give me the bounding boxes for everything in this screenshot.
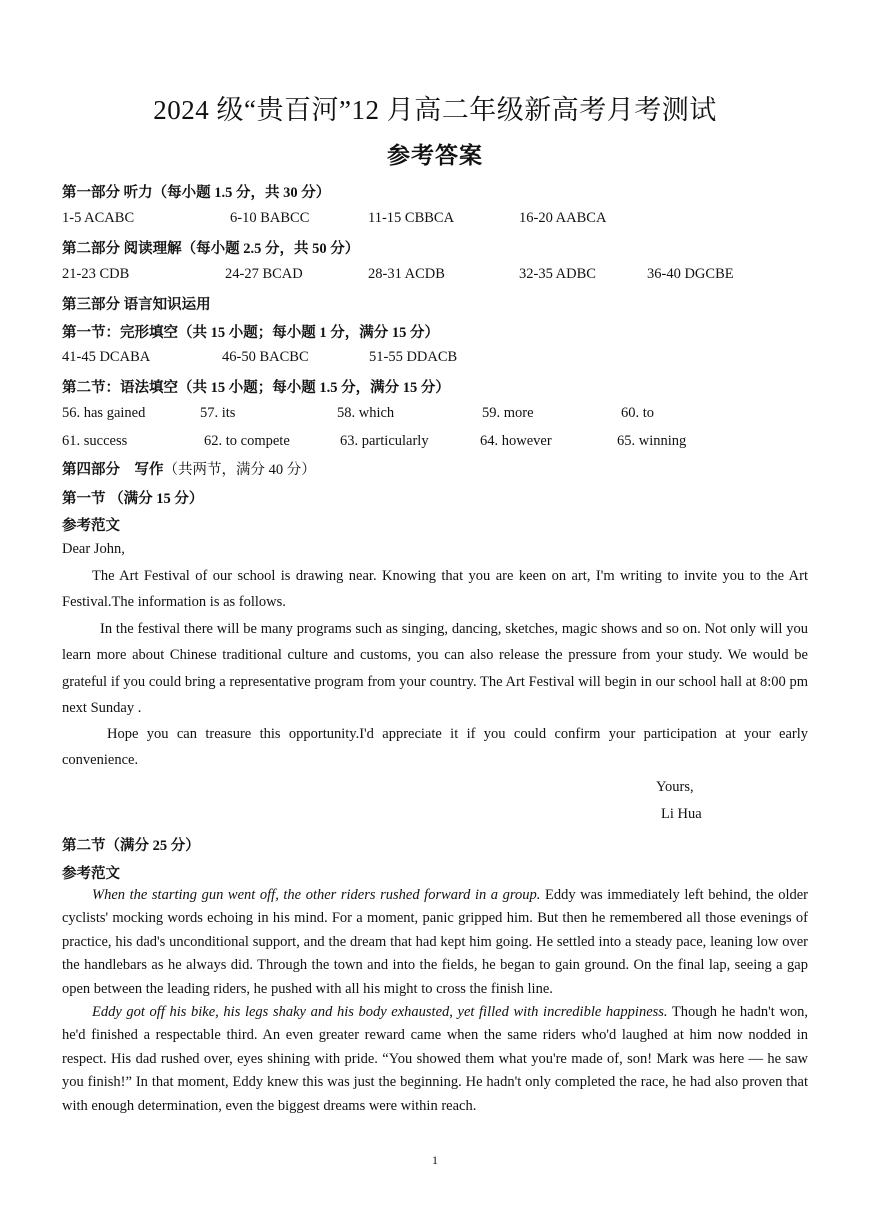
- part3-section1-answer: 41-45 DCABA: [62, 349, 151, 365]
- letter-signature: Li Hua: [661, 806, 702, 822]
- grammar-answer: 65. winning: [617, 433, 687, 449]
- part1-answer: 16-20 AABCA: [519, 210, 607, 226]
- grammar-answer: 60. to: [621, 405, 655, 421]
- part4-heading-main: 第四部分 写作: [62, 462, 164, 478]
- part2-answer: 36-40 DGCBE: [647, 266, 734, 282]
- letter-paragraph: The Art Festival of our school is drawing near. Knowing that you are keen on art, I'm writing to invite you to the Art Festival.The information is as follows.: [62, 568, 808, 611]
- part1-answer: 6-10 BABCC: [230, 210, 310, 226]
- grammar-answer: 58. which: [337, 405, 395, 421]
- part2-answer: 28-31 ACDB: [368, 266, 445, 282]
- grammar-answer: 64. however: [480, 433, 552, 449]
- story-paragraph-2-opening: Eddy got off his bike, his legs shaky and his body exhausted, yet filled with incredible happiness.: [92, 1004, 668, 1020]
- part1-answer: 1-5 ACABC: [62, 210, 135, 226]
- part1-heading: 第一部分 听力（每小题 1.5 分，共 30 分）: [62, 185, 331, 201]
- grammar-answer: 56. has gained: [62, 405, 146, 421]
- page-title: 2024 级“贵百河”12 月高二年级新高考月考测试: [153, 95, 717, 125]
- page-number: 1: [432, 1153, 438, 1167]
- letter-paragraph: Hope you can treasure this opportunity.I'd appreciate it if you could confirm your participation at your early convenience.: [62, 726, 808, 769]
- grammar-answer: 63. particularly: [340, 433, 429, 449]
- part3-section1-answer: 51-55 DDACB: [369, 349, 458, 365]
- story-paragraph-2: [62, 1001, 808, 1118]
- grammar-answer: 57. its: [200, 405, 236, 421]
- part4-section1-sample-label: 参考范文: [62, 518, 120, 534]
- part1-answer: 11-15 CBBCA: [368, 210, 455, 226]
- part4-section2-sample-label: 参考范文: [62, 866, 120, 882]
- letter-paragraph: In the festival there will be many programs such as singing, dancing, sketches, magic shows and so on. Not only will you learn more about Chinese traditional culture and customs, you can also release the pressure from your study. We would be grateful if you could bring a representative program from your country. The Art Festival will begin in our school hall at 8:00 pm next Sunday .: [62, 621, 808, 716]
- part3-section2-heading: 第二节：语法填空（共 15 小题；每小题 1.5 分，满分 15 分）: [62, 380, 450, 396]
- story-paragraph-1-opening: When the starting gun went off, the other riders rushed forward in a group.: [92, 887, 541, 903]
- page-subtitle: 参考答案: [387, 143, 483, 168]
- part4-heading: [62, 458, 316, 479]
- letter-greeting: Dear John,: [62, 541, 125, 557]
- letter-closing: Yours,: [656, 779, 694, 795]
- story-paragraph-1-body: Eddy was immediately left behind, the older cyclists' mocking words echoing in his mind. For a moment, panic gripped him. But then he remembered all those evenings of practice, his dad's unconditional support, and the dream that had kept him going. He settled into a steady pace, leaning low over the handlebars as he always did. Through the town and into the fields, he began to gain ground. On the final lap, seeing a gap open between the leading riders, he pushed with all his might to cross the finish line.: [62, 887, 808, 997]
- part2-answer: 21-23 CDB: [62, 266, 130, 282]
- part2-answer: 24-27 BCAD: [225, 266, 303, 282]
- grammar-answer: 62. to compete: [204, 433, 290, 449]
- part4-section1-heading: 第一节 （满分 15 分）: [62, 491, 204, 507]
- part3-heading: 第三部分 语言知识运用: [62, 297, 211, 313]
- story-paragraph-2-body: Though he hadn't won, he'd finished a respectable third. An even greater reward came when the same riders who'd laughed at him now nodded in respect. His dad rushed over, eyes shining with pride. “You showed them what you're made of, son! Mark was here — he saw you finish!” In that moment, Eddy knew this was just the beginning. He hadn't only completed the race, he had also proven that with enough determination, even the biggest dreams were within reach.: [62, 1004, 808, 1114]
- part4-heading-note: （共两节，满分 40 分）: [163, 462, 316, 478]
- part3-section1-heading: 第一节：完形填空（共 15 小题；每小题 1 分，满分 15 分）: [62, 325, 439, 341]
- part2-heading: 第二部分 阅读理解（每小题 2.5 分，共 50 分）: [62, 241, 360, 257]
- grammar-answer: 59. more: [482, 405, 534, 421]
- part2-answer: 32-35 ADBC: [519, 266, 596, 282]
- story-paragraph-1: [62, 884, 808, 1001]
- part3-section1-answer: 46-50 BACBC: [222, 349, 309, 365]
- grammar-answer: 61. success: [62, 433, 128, 449]
- part4-section2-heading: 第二节（满分 25 分）: [62, 838, 200, 854]
